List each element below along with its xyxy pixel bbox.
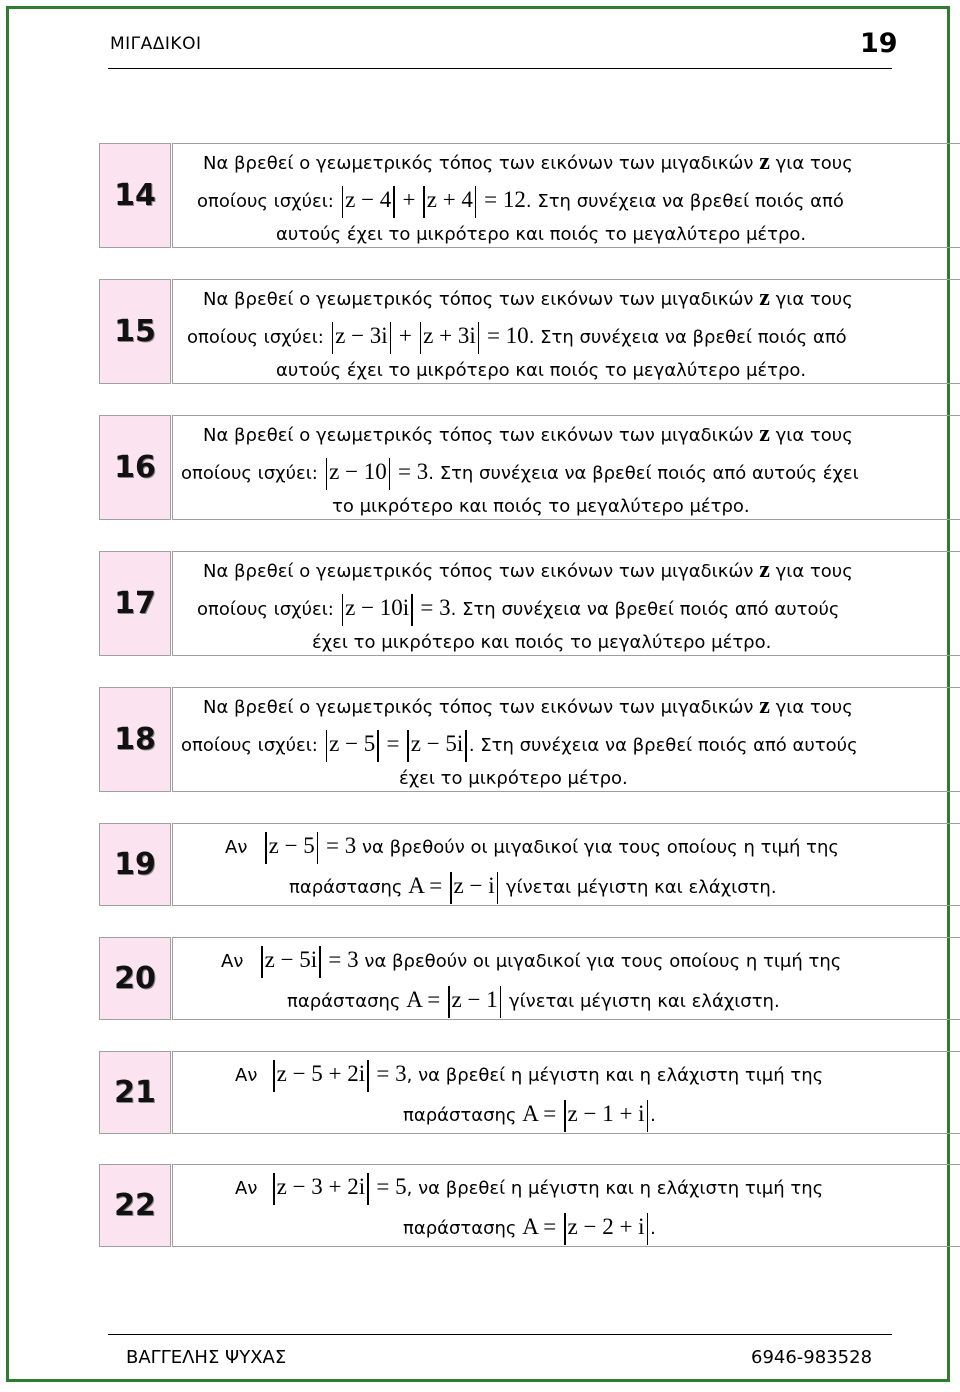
problem-line-2: οποίους ισχύει: z − 3i + z + 3i = 10. Στη συνέχεια να βρεθεί ποιός από [187,322,847,354]
problem-line-3: έχει το μικρότερο μέτρο. [399,768,628,789]
problem-line-2: παράστασης A = z − 2 + i . [403,1213,656,1245]
problem-number: 15 [99,279,171,384]
problem-line-2: οποίους ισχύει: z − 5 = z − 5i . Στη συνέχεια να βρεθεί ποιός από αυτούς [181,730,858,762]
problem-box [172,415,960,520]
problem-number: 18 [99,687,171,792]
problem-number: 22 [99,1164,171,1247]
problem-line-3: αυτούς έχει το μικρότερο και ποιός το μεγαλύτερο μέτρο. [276,224,807,245]
problem-line-2: παράστασης A = z − 1 γίνεται μέγιστη και ελάχιστη. [287,986,780,1018]
problem-box [172,551,960,656]
problem-box [172,823,960,906]
problem-box [172,1051,960,1134]
problem-box [172,687,960,792]
footer-phone: 6946-983528 [751,1347,873,1368]
problem-line-1: Αν z − 5i = 3 να βρεθούν οι μιγαδικοί για τους οποίους η τιμή της [221,946,841,978]
problem-number: 17 [99,551,171,656]
problem-line-1: Αν z − 5 = 3 να βρεθούν οι μιγαδικοί για τους οποίους η τιμή της [225,832,839,864]
problem-line-1: Αν z − 5 + 2i = 3, να βρεθεί η μέγιστη και η ελάχιστη τιμή της [235,1060,823,1092]
problem-line-1: Να βρεθεί ο γεωμετρικός τόπος των εικόνων των μιγαδικών z για τους [203,285,853,311]
header-rule [108,68,892,69]
problem-line-1: Να βρεθεί ο γεωμετρικός τόπος των εικόνων των μιγαδικών z για τους [203,557,853,583]
footer-rule [108,1334,892,1335]
problem-line-2: παράστασης A = z − i γίνεται μέγιστη και ελάχιστη. [289,872,777,904]
problem-line-1: Αν z − 3 + 2i = 5, να βρεθεί η μέγιστη και η ελάχιστη τιμή της [235,1173,823,1205]
problem-box [172,1164,960,1247]
problem-line-3: έχει το μικρότερο και ποιός το μεγαλύτερο μέτρο. [312,632,772,653]
problem-line-1: Να βρεθεί ο γεωμετρικός τόπος των εικόνων των μιγαδικών z για τους [203,421,853,447]
problem-box [172,143,960,248]
page-number: 19 [860,28,898,59]
problem-line-1: Να βρεθεί ο γεωμετρικός τόπος των εικόνων των μιγαδικών z για τους [203,149,853,175]
problem-line-2: οποίους ισχύει: z − 10i = 3. Στη συνέχεια να βρεθεί ποιός από αυτούς [197,594,839,626]
problem-number: 20 [99,937,171,1020]
problem-number: 19 [99,823,171,906]
problem-line-3: το μικρότερο και ποιός το μεγαλύτερο μέτρο. [332,496,750,517]
problem-number: 21 [99,1051,171,1134]
footer-author: ΒΑΓΓΕΛΗΣ ΨΥΧΑΣ [126,1347,287,1368]
problem-number: 16 [99,415,171,520]
problem-line-2: παράστασης A = z − 1 + i . [403,1100,656,1132]
problem-number: 14 [99,143,171,248]
chapter-title: ΜΙΓΑΔΙΚΟΙ [110,34,202,54]
problem-line-2: οποίους ισχύει: z − 10 = 3. Στη συνέχεια να βρεθεί ποιός από αυτούς έχει [181,458,859,490]
problem-box [172,937,960,1020]
problem-line-1: Να βρεθεί ο γεωμετρικός τόπος των εικόνων των μιγαδικών z για τους [203,693,853,719]
problem-box [172,279,960,384]
problem-line-2: οποίους ισχύει: z − 4 + z + 4 = 12. Στη συνέχεια να βρεθεί ποιός από [197,186,844,218]
problem-line-3: αυτούς έχει το μικρότερο και ποιός το μεγαλύτερο μέτρο. [276,360,807,381]
